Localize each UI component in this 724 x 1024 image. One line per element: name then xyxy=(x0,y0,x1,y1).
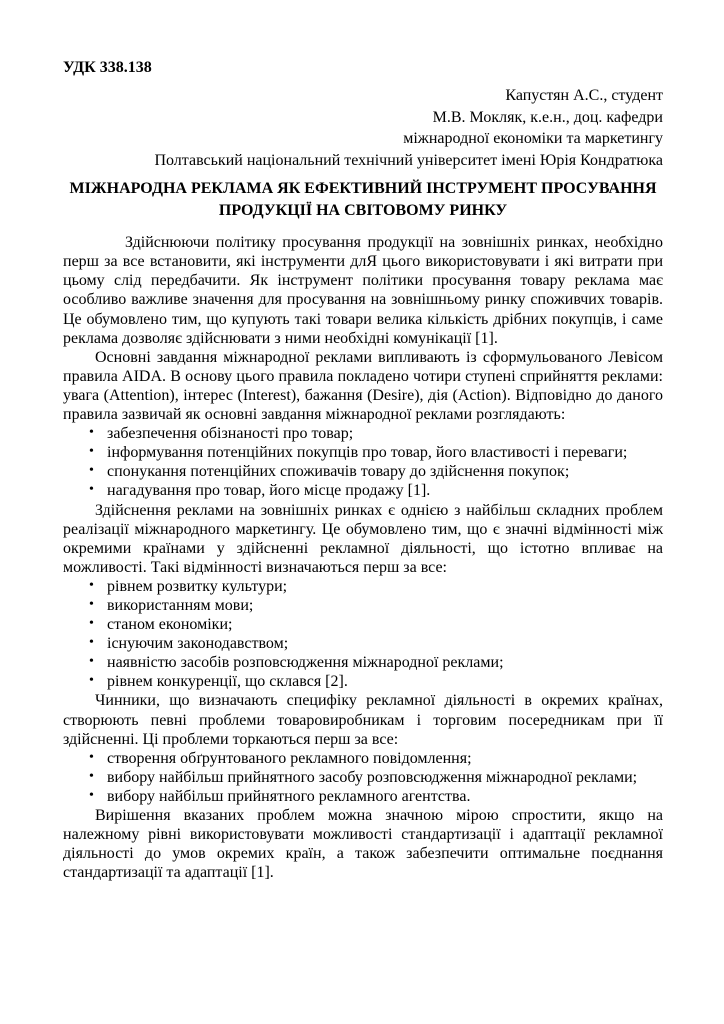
bullet-icon: • xyxy=(89,635,94,651)
bullet-icon: • xyxy=(89,787,94,803)
list-item xyxy=(63,749,663,768)
list-item-text: рівнем розвитку культури; xyxy=(107,577,288,595)
list-item xyxy=(63,577,663,596)
list-item xyxy=(63,481,663,500)
list-item xyxy=(63,634,663,653)
affiliation-line: Полтавський національний технічний університет імені Юрія Кондратюка xyxy=(154,151,663,169)
bullet-list-2 xyxy=(63,577,663,692)
list-item-text: забезпечення обізнаності про товар; xyxy=(107,425,354,443)
list-item xyxy=(63,443,663,462)
bullet-icon: • xyxy=(89,768,94,784)
list-item-text: використанням мови; xyxy=(107,596,254,614)
list-item-text: створення обґрунтованого рекламного повідомлення; xyxy=(107,749,472,767)
list-item xyxy=(63,787,663,806)
paragraph-5: Вирішення вказаних проблем можна значною мірою спростити, якщо на належному рівні використовувати можливості стандартизації і адаптації рекламної діяльності до умов окремих країн, а також забезпечити оптимальне поєднання стандартизації та адаптації [1]. xyxy=(63,807,663,882)
list-item-text: нагадування про товар, його місце продажу [1]. xyxy=(107,482,431,500)
byline xyxy=(63,85,663,171)
bullet-icon: • xyxy=(89,749,94,765)
paragraph-2: Основні завдання міжнародної реклами випливають із сформульованого Левісом правила AIDA. В основу цього правила покладено чотири ступені сприйняття реклами: увага (Attention), інтерес (Interest), бажання (Desire), дія (Action). Відповідно до даного правила зазвичай як основні завдання міжнародної реклами розглядають: xyxy=(63,348,663,424)
list-item xyxy=(63,596,663,615)
author-line-3: міжнародної економіки та маркетингу xyxy=(403,130,663,148)
paragraph-4: Чинники, що визначають специфіку рекламної діяльності в окремих країнах, створюють певні проблеми товаровиробникам і торговим посередникам при її здійсненні. Ці проблеми торкаються перш за все: xyxy=(63,692,663,748)
bullet-icon: • xyxy=(89,616,94,632)
list-item-text: інформування потенційних покупців про товар, його властивості і переваги; xyxy=(107,444,628,462)
author-line-1: Капустян А.С., студент xyxy=(505,87,663,104)
list-item xyxy=(63,768,663,787)
udc-label: УДК 338.138 xyxy=(63,59,152,76)
bullet-icon: • xyxy=(89,654,94,670)
bullet-icon: • xyxy=(89,482,94,498)
list-item-text: спонукання потенційних споживачів товару до здійснення покупок; xyxy=(107,463,570,481)
list-item-text: станом економіки; xyxy=(107,616,233,634)
list-item xyxy=(63,672,663,691)
list-item xyxy=(63,615,663,634)
list-item-text: наявністю засобів розповсюдження міжнародної реклами; xyxy=(107,654,504,672)
author-line-2: М.В. Мокляк, к.е.н., доц. кафедри xyxy=(432,108,663,126)
list-item-text: вибору найбільш прийнятного засобу розповсюдження міжнародної реклами; xyxy=(107,768,638,786)
bullet-list-1 xyxy=(63,424,663,500)
list-item xyxy=(63,462,663,481)
bullet-icon: • xyxy=(89,596,94,612)
list-item xyxy=(63,653,663,672)
list-item-text: вибору найбільш прийнятного рекламного агентства. xyxy=(107,787,471,805)
bullet-list-3 xyxy=(63,749,663,806)
list-item-text: рівнем конкуренції, що склався [2]. xyxy=(107,673,348,691)
list-item-text: існуючим законодавством; xyxy=(107,635,289,653)
bullet-icon: • xyxy=(89,577,94,593)
paragraph-3: Здійснення реклами на зовнішніх ринках є однією з найбільш складних проблем реалізації міжнародного маркетингу. Це обумовлено тим, що є значні відмінності між окремими країнами у здійсненні рекламної діяльності, що істотно впливає на можливості. Такі відмінності визначаються перш за все: xyxy=(63,501,663,576)
bullet-icon: • xyxy=(89,425,94,441)
bullet-icon: • xyxy=(89,444,94,460)
paper-title: МІЖНАРОДНА РЕКЛАМА ЯК ЕФЕКТИВНИЙ ІНСТРУМЕНТ ПРОСУВАННЯ ПРОДУКЦІЇ НА СВІТОВОМУ РИНКУ xyxy=(69,180,657,219)
bullet-icon: • xyxy=(89,463,94,479)
bullet-icon: • xyxy=(89,673,94,689)
list-item xyxy=(63,424,663,443)
paragraph-1: Здійснюючи політику просування продукції на зовнішніх ринках, необхідно перш за все встановити, які інструменти длЯ цього використовувати і які витрати при цьому слід передбачити. Як інструмент політики просування товару реклама має особливо важливе значення для просування на зовнішньому ринку споживчих товарів. Це обумовлено тим, що купують такі товари велика кількість дрібних покупців, і саме реклама дозволяє здійснювати з ними необхідні комунікації [1]. xyxy=(63,234,663,347)
document-content xyxy=(63,57,663,882)
